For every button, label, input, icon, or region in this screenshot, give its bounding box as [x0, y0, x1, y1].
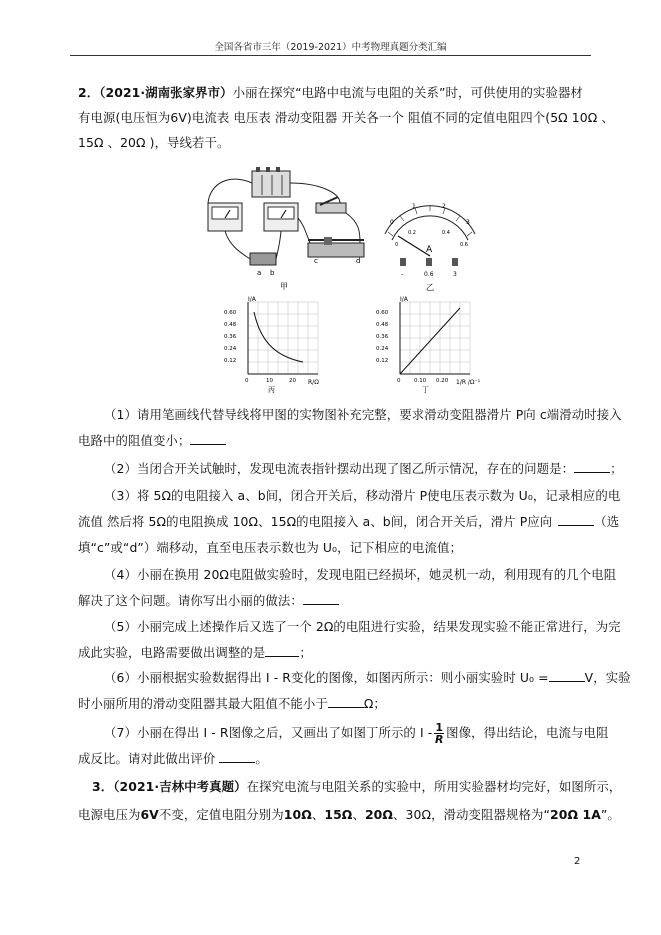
x-tick-0: 0 [397, 378, 401, 384]
q3-sep1: 、 [311, 807, 325, 822]
one-over-r-fraction [434, 722, 444, 745]
fraction-numerator: 1 [435, 721, 444, 734]
sub7-end: 图像，得出结论，电流与电阻 [446, 725, 609, 740]
sub6-line2 [78, 691, 586, 717]
y-axis-label: I/A [400, 296, 408, 303]
sub4-line1: （4）小丽在换用 20Ω电阻做实验时，发现电阻已经损坏，她灵机一动，利用现有的几个电阻 [104, 567, 617, 582]
y-tick-024: 0.24 [224, 346, 237, 352]
sub6-text-2: 时小丽所用的滑动变阻器其最大阻值不能小于 [78, 696, 328, 711]
inverse-curve [254, 312, 303, 362]
y-tick-060: 0.60 [224, 310, 237, 316]
terminal-b: b [270, 269, 275, 277]
graph-grid [400, 302, 470, 374]
q3-r1: 10Ω [283, 807, 312, 822]
header-rule [70, 55, 591, 56]
q3-sep3: 、 [393, 807, 406, 822]
answer-blank-4[interactable] [303, 592, 339, 605]
y-tick-024: 0.24 [376, 346, 389, 352]
answer-blank-8[interactable] [219, 750, 255, 763]
sub3-line2 [78, 509, 620, 535]
y-tick-036: 0.36 [376, 334, 389, 340]
figure-bing-graph [218, 294, 330, 394]
dial-small-0: 0 [395, 242, 399, 248]
q3-text-2d: ”。 [600, 807, 620, 822]
terminal-06: 0.6 [424, 271, 434, 278]
dial-small-3: 0.6 [460, 242, 468, 248]
graph-grid [248, 302, 318, 374]
dial-label-3: 3 [466, 219, 470, 226]
sub4-text: 解决了这个问题。请你写出小丽的做法： [78, 593, 303, 608]
sub1-line1: （1）请用笔画线代替导线将甲图的实物图补充完整，要求滑动变阻器滑片 P向 c端滑动时接入 [104, 407, 622, 422]
q3-text-2b: 不变，定值电阻分别为 [158, 807, 284, 822]
q3-text-1: 在探究电流与电阻关系的实验中，所用实验器材均完好，如图所示， [246, 779, 622, 794]
sub3-line3: 填“c”或“d”）端移动，直至电压表示数也为 U₀，记下相应的电流值； [78, 540, 462, 555]
sub5-end: ； [299, 645, 312, 660]
sub3-text: 流值 然后将 5Ω的电阻换成 10Ω、15Ω的电阻接入 a、b间，闭合开关后，滑片 P应向 [78, 514, 553, 529]
sub3-end: （选 [594, 514, 620, 529]
q2-source: （2021·湖南张家界市） [99, 85, 233, 100]
dial-label-2: 2 [442, 203, 446, 210]
rheostat-icon [308, 243, 364, 257]
q2-text-1: 小丽在探究“电路中电流与电阻的关系”时，可供使用的实验器材 [232, 85, 583, 100]
sub6-text: （6）小丽根据实验数据得出 I - R变化的图像，如图丙所示：则小丽实验时 U₀ = [104, 670, 549, 685]
q3-text-2a: 电源电压为 [78, 807, 141, 822]
dial-small-2: 0.4 [442, 230, 450, 236]
figure-label-jia: 甲 [280, 282, 288, 291]
figure-ding-graph [370, 294, 488, 394]
ammeter-unit: A [426, 245, 433, 255]
sub6-end-2: Ω； [363, 696, 386, 711]
sub5-line1: （5）小丽完成上述操作后又选了一个 2Ω的电阻进行实验，结果发现实验不能正常进行，为完 [104, 619, 621, 634]
x-axis-label: 1/R /Ω⁻¹ [456, 379, 481, 386]
terminal-3: 3 [453, 271, 457, 278]
sub5-line2 [78, 640, 586, 666]
answer-blank-5[interactable] [265, 644, 299, 657]
dial-ticks [388, 205, 472, 236]
q3-line1 [92, 774, 622, 800]
q3-source: （2021·吉林中考真题） [113, 779, 247, 794]
answer-blank-6[interactable] [549, 669, 585, 682]
terminal-c: c [314, 257, 318, 265]
sub7-text: （7）小丽在得出 I - R图像之后，又画出了如图丁所示的 I - [104, 725, 433, 740]
sub1-line2 [78, 428, 586, 454]
sub7-text-2: 成反比。请对此做出评价 [78, 751, 216, 766]
q2-line1 [78, 80, 586, 106]
sub7-line2 [78, 746, 586, 772]
answer-blank-1[interactable] [190, 432, 226, 445]
sub2-text: （2）当闭合开关试触时，发现电流表指针摆动出现了图乙所示情况，存在的问题是： [104, 461, 575, 476]
answer-blank-7[interactable] [328, 695, 364, 708]
page-header: 全国各省市三年（2019-2021）中考物理真题分类汇编 [214, 42, 447, 53]
q2-line2: 有电源(电压恒为6V)电流表 电压表 滑动变阻器 开关各一个 阻值不同的定值电阻四个(5Ω 10Ω 、 [78, 110, 614, 125]
sub2-line [104, 456, 623, 482]
dial-label-1: 1 [412, 203, 416, 210]
sub6-end: V，实验 [584, 670, 631, 685]
answer-blank-2[interactable] [574, 460, 610, 473]
q3-line2 [78, 802, 620, 828]
answer-blank-3[interactable] [558, 513, 594, 526]
y-tick-048: 0.48 [224, 322, 237, 328]
q3-r2: 15Ω [324, 807, 353, 822]
q3-number: 3． [92, 779, 114, 794]
y-tick-012: 0.12 [224, 358, 237, 364]
resistor-icon [250, 253, 276, 265]
q3-rheostat-spec: 20Ω 1A [550, 807, 601, 822]
x-tick-0: 0 [245, 378, 249, 384]
sub7-line1 [104, 720, 612, 746]
figure-yi-ammeter [380, 196, 480, 296]
y-tick-060: 0.60 [376, 310, 389, 316]
y-tick-048: 0.48 [376, 322, 389, 328]
x-tick-010: 0.10 [414, 378, 427, 384]
sub2-end: ； [610, 461, 623, 476]
dial-label-0: 0 [390, 219, 394, 226]
figure-label-yi: 乙 [426, 283, 434, 292]
sub1-text: 电路中的阻值变小； [78, 433, 191, 448]
terminal-a: a [257, 269, 262, 277]
sub4-line2 [78, 588, 586, 614]
x-axis-label: R/Ω [308, 379, 319, 386]
q3-r3: 20Ω [364, 807, 394, 822]
terminal-minus: - [401, 271, 404, 278]
figure-label-bing: 丙 [268, 386, 275, 394]
y-tick-012: 0.12 [376, 358, 389, 364]
dial-small-1: 0.2 [408, 230, 416, 236]
q2-line3: 15Ω 、20Ω )，导线若干。 [78, 135, 230, 150]
fraction-denominator: R [434, 733, 444, 746]
page-number: 2 [574, 856, 581, 867]
figure-label-ding: 丁 [422, 386, 429, 394]
battery-icon [252, 171, 290, 197]
q3-voltage: 6V [140, 807, 159, 822]
q3-sep2: 、 [352, 807, 365, 822]
sub6-line1 [104, 665, 631, 691]
y-axis-label: I/A [248, 296, 256, 303]
x-tick-020: 0.20 [436, 378, 449, 384]
q3-r4: 30Ω [405, 807, 432, 822]
q2-number: 2． [78, 85, 100, 100]
y-tick-036: 0.36 [224, 334, 237, 340]
sub5-text: 成此实验，电路需要做出调整的是 [78, 645, 266, 660]
sub7-end-2: 。 [255, 751, 268, 766]
x-tick-20: 20 [289, 378, 296, 384]
x-tick-10: 10 [266, 378, 273, 384]
figure-jia-circuit [200, 163, 375, 293]
q3-text-2c: ，滑动变阻器规格为“ [431, 807, 550, 822]
sub3-line1: （3）将 5Ω的电阻接入 a、b间，闭合开关后，移动滑片 P使电压表示数为 U₀，记录相应的电 [104, 488, 621, 503]
terminal-d: d [356, 257, 361, 265]
